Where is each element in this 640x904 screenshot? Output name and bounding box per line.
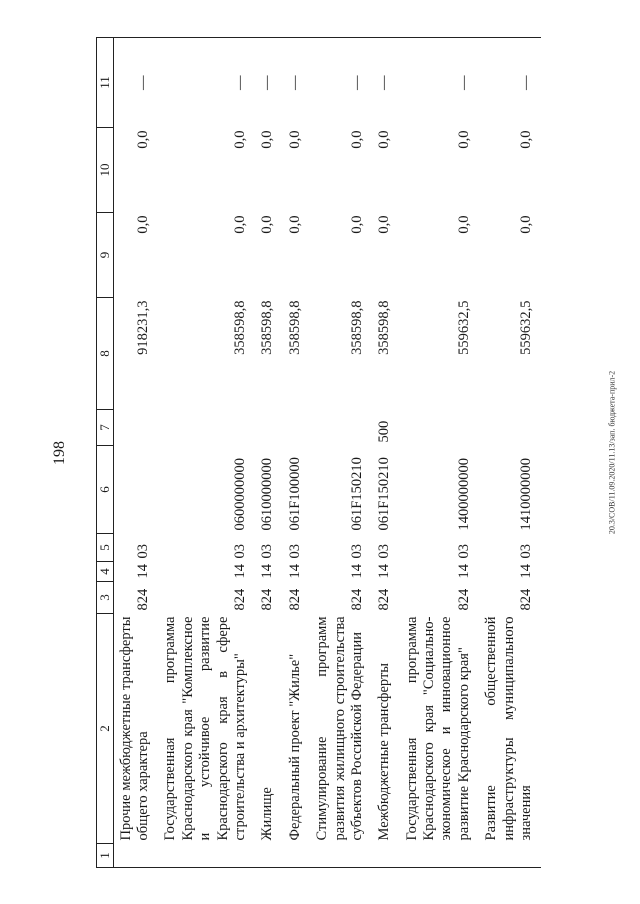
cell-name: Стимулирование программ развития жилищного строительства субъектов Российской Федерации (314, 616, 365, 841)
cell-col10: 0,0 (348, 130, 365, 149)
cell-subsection: 03 (134, 544, 151, 559)
cell-subsection: 03 (259, 544, 276, 559)
cell-empty (158, 844, 255, 868)
page-number: 198 (51, 441, 68, 465)
cell-name: Государственная программа Краснодарского края "Социально-экономическое и инновационное развитие Краснодарского края" (403, 616, 472, 841)
cell-amount: 918231,3 (134, 300, 151, 355)
cell-empty (479, 844, 541, 868)
cell-empty (372, 844, 399, 868)
cell-name: Прочие межбюджетные трансферты общего характера (117, 616, 151, 841)
cell-col11: — (113, 38, 158, 128)
column-header: 6 (97, 446, 114, 534)
cell-section: 14 (231, 564, 248, 579)
cell-col11: — (400, 38, 480, 128)
table-row (400, 38, 480, 868)
table-row (113, 38, 158, 868)
cell-col9: 0,0 (231, 215, 248, 234)
cell-expense-type (400, 410, 480, 446)
cell-section: 14 (348, 564, 365, 579)
cell-amount: 358598,8 (231, 300, 248, 355)
cell-col10: 0,0 (518, 130, 535, 149)
cell-col10: 0,0 (231, 130, 248, 149)
cell-section: 14 (376, 564, 393, 579)
cell-col11: — (255, 38, 282, 128)
document-stamp: 20.3/СОВ/11.09.2020/11.13/зап. бюджета-прил-2 (607, 370, 617, 535)
cell-target-article: 0610000000 (259, 458, 276, 531)
column-header: 10 (97, 128, 114, 213)
cell-section: 14 (259, 564, 276, 579)
cell-subsection: 03 (376, 544, 393, 559)
cell-amount: 358598,8 (259, 300, 276, 355)
cell-col9: 0,0 (455, 215, 472, 234)
cell-col11: — (372, 38, 399, 128)
cell-empty (283, 844, 310, 868)
cell-subsection: 03 (286, 544, 303, 559)
column-header: 11 (97, 38, 114, 128)
cell-col9: 0,0 (376, 215, 393, 234)
cell-section: 14 (286, 564, 303, 579)
budget-table-rotated (96, 38, 548, 868)
cell-expense-type (158, 410, 255, 446)
column-header: 4 (97, 562, 114, 582)
table-row (255, 38, 282, 868)
cell-target-article: 0600000000 (231, 458, 248, 531)
cell-section: 14 (518, 564, 535, 579)
cell-name: Федеральный проект "Жилье" (286, 653, 303, 841)
cell-col9: 0,0 (134, 215, 151, 234)
cell-name: Государственная программа Краснодарского края "Комплексное и устойчивое развитие Краснодарского края в сфере строительства и архитектуры" (162, 616, 248, 841)
cell-col11: — (283, 38, 310, 128)
cell-amount: 559632,5 (455, 300, 472, 355)
cell-ministry-code: 824 (231, 588, 248, 611)
table-header-row (97, 38, 114, 868)
column-header: 3 (97, 582, 114, 614)
cell-expense-type (113, 410, 158, 446)
budget-table (96, 37, 541, 868)
table-row (479, 38, 541, 868)
column-header: 1 (97, 844, 114, 868)
cell-name: Межбюджетные трансферты (376, 662, 393, 841)
cell-name: Жилище (259, 787, 276, 841)
cell-subsection: 03 (518, 544, 535, 559)
table-row (158, 38, 255, 868)
cell-target-article: 1410000000 (518, 458, 535, 531)
cell-col10: 0,0 (259, 130, 276, 149)
cell-amount: 358598,8 (348, 300, 365, 355)
cell-col10: 0,0 (376, 130, 393, 149)
column-header: 7 (97, 410, 114, 446)
cell-col10: 0,0 (286, 130, 303, 149)
cell-ministry-code: 824 (348, 588, 365, 611)
cell-col11: — (310, 38, 372, 128)
cell-target-article: 061F150210 (376, 457, 393, 531)
cell-subsection: 03 (455, 544, 472, 559)
cell-expense-type (479, 410, 541, 446)
table-row (310, 38, 372, 868)
cell-empty (113, 844, 158, 868)
cell-subsection: 03 (231, 544, 248, 559)
cell-expense-type (283, 410, 310, 446)
cell-col10: 0,0 (134, 130, 151, 149)
cell-subsection: 03 (348, 544, 365, 559)
cell-ministry-code: 824 (259, 588, 276, 611)
cell-empty (310, 844, 372, 868)
table-row (283, 38, 310, 868)
cell-col10: 0,0 (455, 130, 472, 149)
cell-empty (255, 844, 282, 868)
cell-expense-type (255, 410, 282, 446)
cell-name: Развитие общественной инфраструктуры муниципального значения (483, 616, 535, 841)
cell-expense-type: 500 (376, 420, 393, 443)
cell-section: 14 (134, 564, 151, 579)
column-header: 2 (97, 614, 114, 844)
cell-col11: — (158, 38, 255, 128)
cell-target-article: 061F100000 (286, 457, 303, 531)
cell-section: 14 (455, 564, 472, 579)
cell-amount: 358598,8 (286, 300, 303, 355)
cell-ministry-code: 824 (376, 588, 393, 611)
cell-col9: 0,0 (518, 215, 535, 234)
cell-ministry-code: 824 (518, 588, 535, 611)
cell-ministry-code: 824 (455, 588, 472, 611)
table-row (372, 38, 399, 868)
cell-target-article (113, 446, 158, 534)
cell-expense-type (310, 410, 372, 446)
cell-col11: — (479, 38, 541, 128)
cell-target-article: 1400000000 (455, 458, 472, 531)
column-header: 8 (97, 298, 114, 410)
cell-col9: 0,0 (286, 215, 303, 234)
cell-ministry-code: 824 (286, 588, 303, 611)
cell-ministry-code: 824 (134, 588, 151, 611)
cell-col9: 0,0 (259, 215, 276, 234)
column-header: 9 (97, 213, 114, 298)
cell-amount: 559632,5 (518, 300, 535, 355)
cell-target-article: 061F150210 (348, 457, 365, 531)
cell-amount: 358598,8 (376, 300, 393, 355)
column-header: 5 (97, 534, 114, 562)
cell-col9: 0,0 (348, 215, 365, 234)
cell-empty (400, 844, 480, 868)
